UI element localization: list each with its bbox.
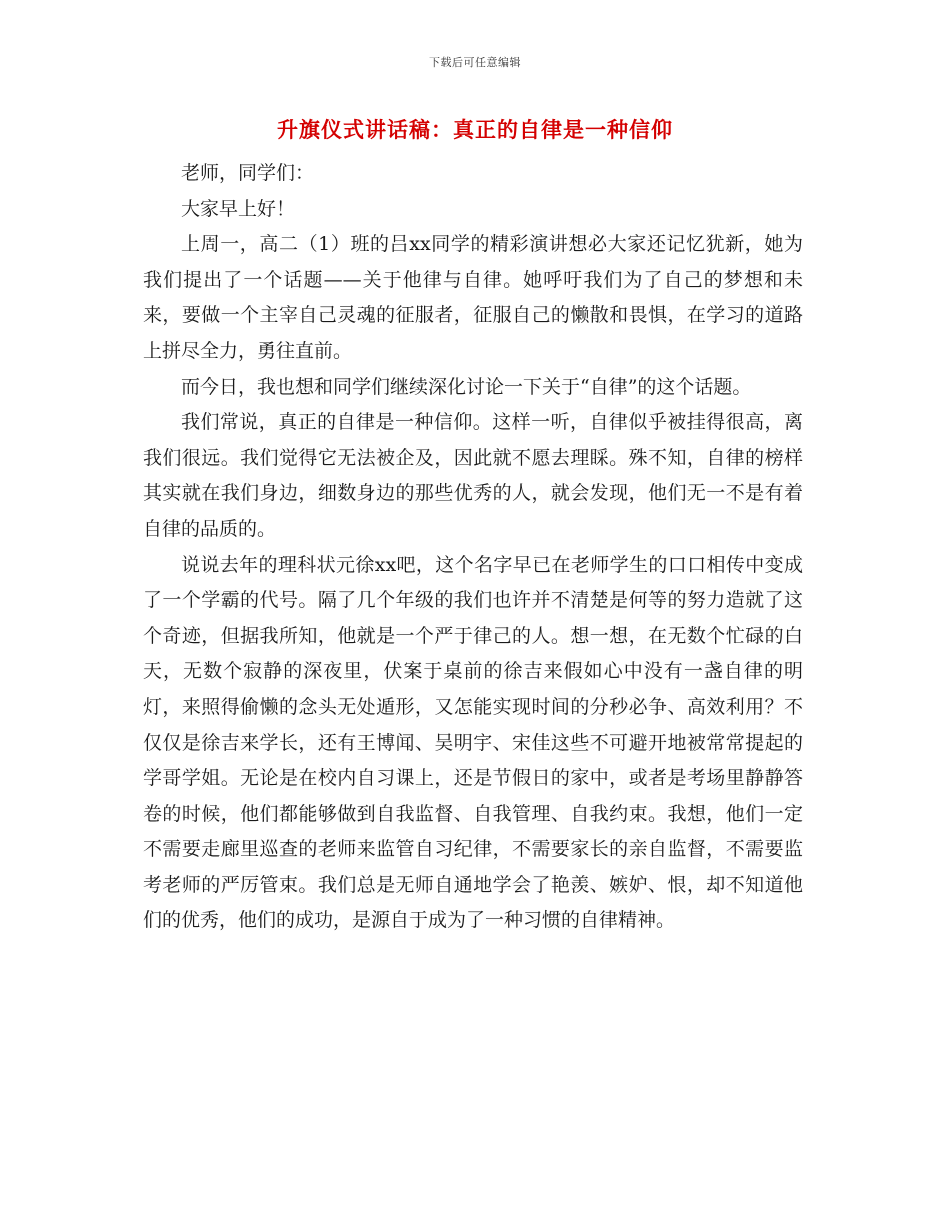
document-body (143, 156, 803, 939)
header-note: 下载后可任意编辑 (429, 56, 521, 69)
paragraph-1: 上周一，高二（1）班的吕xx同学的精彩演讲想必大家还记忆犹新，她为我们提出了一个话题——关于他律与自律。她呼吁我们为了自己的梦想和未来，要做一个主宰自己灵魂的征服者，征服自己的懒散和畏惧，在学习的道路上拼尽全力，勇往直前。 (143, 233, 803, 362)
paragraph-2: 而今日，我也想和同学们继续深化讨论一下关于“自律”的这个话题。 (181, 375, 752, 398)
document-title: 升旗仪式讲话稿：真正的自律是一种信仰 (277, 117, 673, 142)
paragraph-4: 说说去年的理科状元徐xx吧，这个名字早已在老师学生的口口相传中变成了一个学霸的代号。隔了几个年级的我们也许并不清楚是何等的努力造就了这个奇迹，但据我所知，他就是一个严于律己的人。想一想，在无数个忙碌的白天，无数个寂静的深夜里，伏案于桌前的徐吉来假如心中没有一盏自律的明灯，来照得偷懒的念头无处遁形，又怎能实现时间的分秒必争、高效利用？不仅仅是徐吉来学长，还有王博闻、吴明宇、宋佳这些不可避开地被常常提起的学哥学姐。无论是在校内自习课上，还是节假日的家中，或者是考场里静静答卷的时候，他们都能够做到自我监督、自我管理、自我约束。我想，他们一定不需要走廊里巡查的老师来监管自习纪律，不需要家长的亲自监督，不需要监考老师的严厉管束。我们总是无师自通地学会了艳羡、嫉妒、恨，却不知道他们的优秀，他们的成功，是源自于成为了一种习惯的自律精神。 (143, 553, 803, 932)
paragraph-salutation: 老师，同学们： (181, 162, 315, 184)
paragraph-greeting: 大家早上好！ (181, 197, 296, 220)
paragraph-3: 我们常说，真正的自律是一种信仰。这样一听，自律似乎被挂得很高，离我们很远。我们觉得它无法被企及，因此就不愿去理睬。殊不知，自律的榜样其实就在我们身边，细数身边的那些优秀的人，就会发现，他们无一不是有着自律的品质的。 (143, 411, 803, 540)
